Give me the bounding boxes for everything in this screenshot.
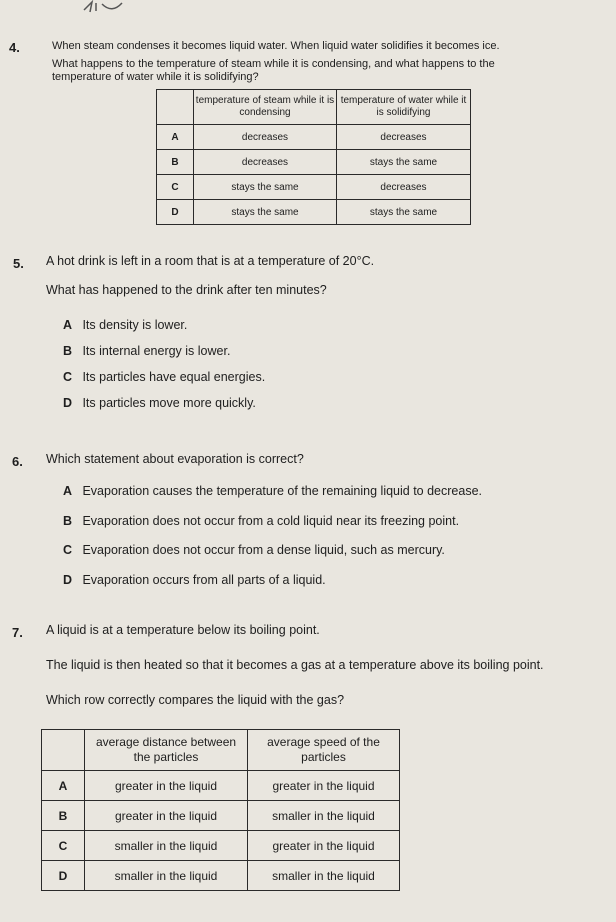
option-letter: B bbox=[63, 514, 73, 528]
table-header-row bbox=[157, 90, 471, 125]
question-7-table bbox=[41, 729, 400, 891]
row-letter: B bbox=[42, 801, 85, 831]
table-cell: decreases bbox=[194, 125, 337, 150]
option-text: Evaporation occurs from all parts of a liquid. bbox=[82, 573, 326, 587]
option-b[interactable] bbox=[63, 514, 459, 528]
table-cell: smaller in the liquid bbox=[248, 861, 400, 891]
row-letter: D bbox=[157, 200, 194, 225]
question-4-number: 4. bbox=[9, 40, 20, 55]
table-cell: greater in the liquid bbox=[248, 771, 400, 801]
question-4-line3: temperature of water while it is solidifying? bbox=[52, 71, 259, 83]
table-cell: smaller in the liquid bbox=[85, 861, 248, 891]
table-header-cell: temperature of steam while it is condensing bbox=[194, 90, 337, 125]
table-cell: stays the same bbox=[337, 150, 471, 175]
table-cell: decreases bbox=[337, 125, 471, 150]
table-row bbox=[157, 175, 471, 200]
question-7-number: 7. bbox=[12, 625, 23, 640]
question-7-stem: A liquid is at a temperature below its boiling point. bbox=[46, 623, 320, 637]
table-header-cell bbox=[157, 90, 194, 125]
table-row bbox=[157, 200, 471, 225]
option-letter: C bbox=[63, 370, 73, 384]
option-c[interactable] bbox=[63, 543, 445, 557]
option-text: Evaporation does not occur from a cold liquid near its freezing point. bbox=[82, 514, 460, 528]
table-header-cell: average distance between the particles bbox=[85, 730, 248, 771]
option-a[interactable] bbox=[63, 484, 482, 498]
option-a[interactable] bbox=[63, 318, 187, 332]
table-row bbox=[42, 771, 400, 801]
row-letter: D bbox=[42, 861, 85, 891]
question-4-line2: What happens to the temperature of steam while it is condensing, and what happens to the bbox=[52, 58, 495, 70]
question-6-number: 6. bbox=[12, 454, 23, 469]
option-d[interactable] bbox=[63, 396, 256, 410]
table-cell: stays the same bbox=[337, 200, 471, 225]
option-d[interactable] bbox=[63, 573, 326, 587]
question-5-number: 5. bbox=[13, 256, 24, 271]
option-text: Its density is lower. bbox=[82, 318, 188, 332]
row-letter: C bbox=[157, 175, 194, 200]
option-letter: D bbox=[63, 573, 73, 587]
option-text: Its particles have equal energies. bbox=[82, 370, 266, 384]
option-text: Its particles move more quickly. bbox=[82, 396, 256, 410]
row-letter: A bbox=[157, 125, 194, 150]
row-letter: B bbox=[157, 150, 194, 175]
row-letter: C bbox=[42, 831, 85, 861]
table-cell: smaller in the liquid bbox=[85, 831, 248, 861]
table-row bbox=[42, 861, 400, 891]
row-letter: A bbox=[42, 771, 85, 801]
question-7-stem2: The liquid is then heated so that it becomes a gas at a temperature above its boiling point. bbox=[46, 658, 544, 672]
table-row bbox=[157, 125, 471, 150]
option-text: Evaporation causes the temperature of the remaining liquid to decrease. bbox=[82, 484, 482, 498]
table-cell: decreases bbox=[194, 150, 337, 175]
table-header-cell: temperature of water while it is solidifying bbox=[337, 90, 471, 125]
table-cell: greater in the liquid bbox=[85, 771, 248, 801]
option-text: Its internal energy is lower. bbox=[82, 344, 231, 358]
option-letter: D bbox=[63, 396, 73, 410]
question-4-table bbox=[156, 89, 471, 225]
option-letter: A bbox=[63, 318, 73, 332]
table-row bbox=[42, 831, 400, 861]
question-7-question: Which row correctly compares the liquid with the gas? bbox=[46, 693, 345, 707]
question-4-line1: When steam condenses it becomes liquid water. When liquid water solidifies it becomes ice. bbox=[52, 40, 500, 52]
option-b[interactable] bbox=[63, 344, 230, 358]
table-cell: stays the same bbox=[194, 200, 337, 225]
option-c[interactable] bbox=[63, 370, 265, 384]
table-cell: stays the same bbox=[194, 175, 337, 200]
table-row bbox=[157, 150, 471, 175]
table-header-cell: average speed of the particles bbox=[248, 730, 400, 771]
pen-scribble-mark bbox=[82, 0, 142, 14]
table-cell: smaller in the liquid bbox=[248, 801, 400, 831]
table-cell: greater in the liquid bbox=[248, 831, 400, 861]
option-letter: C bbox=[63, 543, 73, 557]
table-cell: greater in the liquid bbox=[85, 801, 248, 831]
table-row bbox=[42, 801, 400, 831]
question-5-stem: A hot drink is left in a room that is at a temperature of 20°C. bbox=[46, 254, 375, 268]
question-5-question: What has happened to the drink after ten minutes? bbox=[46, 283, 327, 297]
option-letter: A bbox=[63, 484, 73, 498]
table-header-row bbox=[42, 730, 400, 771]
option-letter: B bbox=[63, 344, 73, 358]
table-header-cell bbox=[42, 730, 85, 771]
option-text: Evaporation does not occur from a dense liquid, such as mercury. bbox=[82, 543, 445, 557]
question-6-question: Which statement about evaporation is correct? bbox=[46, 452, 304, 466]
table-cell: decreases bbox=[337, 175, 471, 200]
